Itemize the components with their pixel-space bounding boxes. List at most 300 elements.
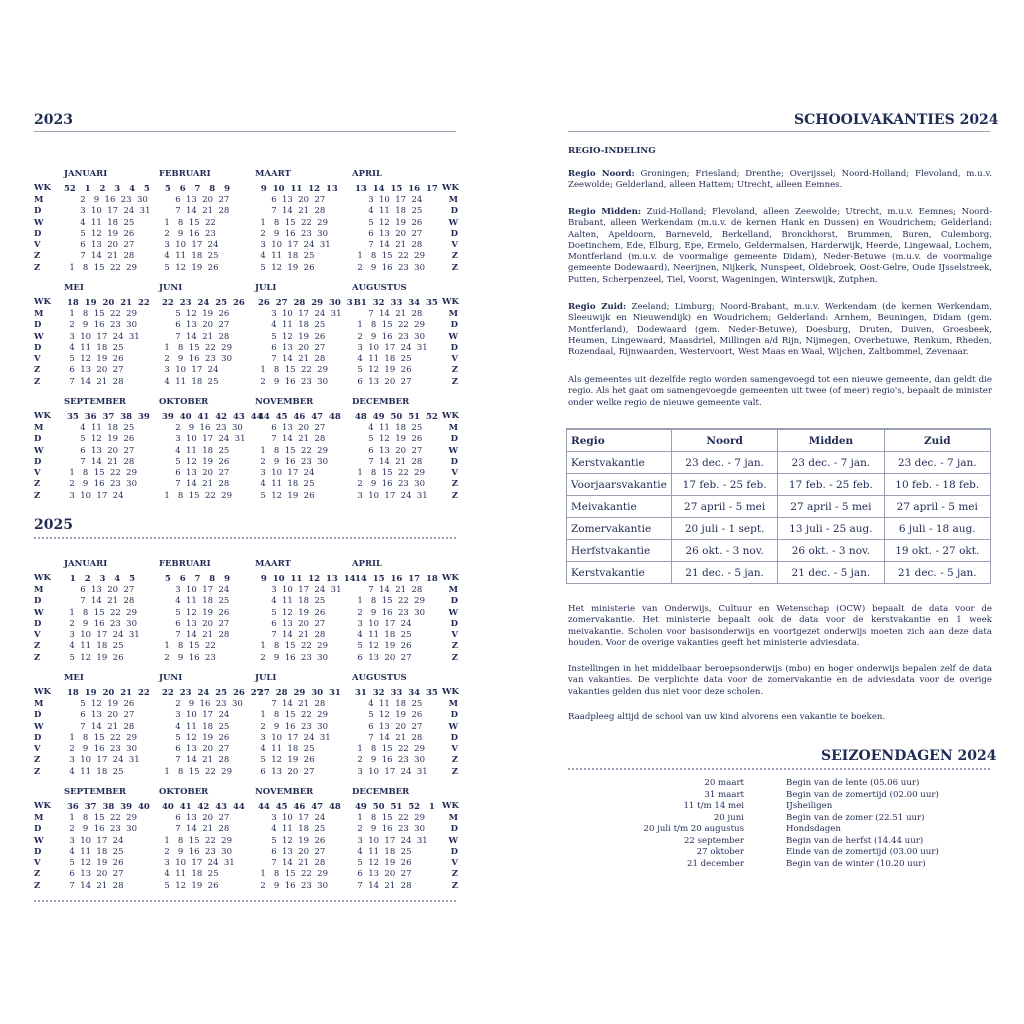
day-row: 4 11 18 25 [352,630,412,641]
week-numbers: 52 1 2 3 4 5 [64,184,150,194]
day-row: 4 11 18 25 [159,445,230,456]
weekday-label: V [34,744,41,755]
vacation-name-cell: Herfstvakantie [567,540,672,562]
weekday-label: W [448,217,458,228]
month-juni [159,673,263,778]
week-numbers: 44 45 46 47 48 [255,412,341,422]
day-row: 5 12 19 26 [255,755,315,766]
weekday-label: V [451,468,458,479]
regio-noord-paragraph [568,169,992,192]
calendar-row [34,283,459,407]
month-mei [64,673,156,778]
weekday-label: W [34,331,44,342]
month-september [64,787,156,892]
month-name: JULI [255,283,277,293]
day-row: 5 12 19 26 [255,490,315,501]
weekday-label: D [450,228,458,239]
table-row [567,496,991,518]
day-row: 4 11 18 25 [64,846,124,857]
day-row: 6 13 20 27 [64,240,135,251]
day-row: 3 10 17 24 31 [159,434,246,445]
day-row: 6 13 20 27 [255,618,326,629]
day-row: 3 10 17 24 31 [159,858,235,869]
weekday-label: Z [34,479,41,490]
day-row: 4 11 18 25 [255,479,315,490]
day-row: 4 11 18 25 [352,206,423,217]
day-row: 2 9 16 23 30 [352,755,425,766]
vacation-date-cell: 20 juli - 1 sept. [672,518,778,540]
season-description: Begin van de herfst (14.44 uur) [786,835,924,846]
day-row: 2 9 16 23 30 [64,195,148,205]
weekday-label: M [34,585,44,595]
day-row: 3 10 17 24 [159,365,219,376]
week-numbers: 1 2 3 4 5 [64,574,136,584]
season-row [568,801,992,813]
day-row: 5 12 19 26 [255,262,315,273]
vacation-date-cell: 23 dec. - 7 jan. [884,452,990,474]
month-augustus [352,283,444,388]
seizoendagen-list [568,778,992,870]
day-row: 6 13 20 27 [159,744,230,755]
year-2025-heading: 2025 [34,517,73,533]
month-februari [159,559,251,664]
weekday-label: D [450,824,458,835]
season-row [568,847,992,859]
month-name: DECEMBER [352,397,410,407]
day-row: 5 12 19 26 [159,456,230,467]
weekday-column-right [442,801,458,892]
calendar-row [34,559,459,683]
day-row: 1 8 15 22 29 [352,251,425,262]
week-numbers: 9 10 11 12 13 [255,184,338,194]
vacation-date-cell: 19 okt. - 27 okt. [884,540,990,562]
wk-label: WK [34,411,51,421]
season-row [568,859,992,871]
weekday-label: D [450,596,458,607]
weekday-label: Z [34,880,41,891]
weekday-label: Z [451,652,458,663]
day-row: 4 11 18 25 [159,721,230,732]
weekday-label: M [34,423,44,433]
day-row: 5 12 19 26 [352,434,423,445]
weekday-label: Z [34,490,41,501]
weekday-column-right [442,183,458,274]
vacation-date-cell: 17 feb. - 25 feb. [672,474,778,496]
month-november [255,397,347,502]
month-name: OKTOBER [159,397,209,407]
day-row: 4 11 18 25 [64,217,135,228]
weekday-label: V [451,630,458,641]
weekday-label: W [34,721,44,732]
day-row: 2 9 16 23 [159,652,216,663]
day-row: 4 11 18 25 [255,251,315,262]
weekday-label: Z [34,365,41,376]
month-name: JANUARI [64,559,108,569]
day-row: 1 8 15 22 29 [64,468,137,479]
weekday-label: D [34,596,42,607]
vacation-table [566,428,991,584]
day-row: 7 14 21 28 [64,596,135,607]
day-row: 7 14 21 28 [159,479,230,490]
season-date: 20 juni [713,812,744,823]
day-row: 5 12 19 26 [255,331,326,342]
weekday-label: D [450,710,458,721]
week-numbers: 48 49 50 51 52 [352,412,438,422]
wk-label: WK [442,411,459,421]
weekday-label: D [450,456,458,467]
week-numbers: 22 23 24 25 26 27 [159,688,263,698]
weekday-label: M [34,309,44,319]
weekday-label: M [448,699,458,709]
week-numbers: 18 19 20 21 22 [64,688,150,698]
day-row: 6 13 20 27 [255,195,326,205]
day-row: 3 10 17 24 31 [64,206,151,217]
day-row: 7 14 21 28 [255,206,326,217]
day-row: 1 8 15 22 29 [352,468,425,479]
day-row: 2 9 16 23 30 [352,824,425,835]
table-row [567,474,991,496]
day-row: 7 14 21 28 [255,354,326,365]
weekday-label: D [34,710,42,721]
week-numbers: 49 50 51 52 1 [352,802,435,812]
month-januari [64,169,156,274]
season-description: Begin van de zomertijd (02.00 uur) [786,789,939,800]
vacation-date-cell: 23 dec. - 7 jan. [672,452,778,474]
day-row: 7 14 21 28 [159,755,230,766]
weekday-label: M [34,195,44,205]
weekday-label: Z [34,251,41,262]
weekday-label: W [448,721,458,732]
weekday-label: M [448,309,458,319]
day-row: 4 11 18 25 [64,766,124,777]
month-maart [255,169,347,274]
day-row: 3 10 17 24 31 [255,732,331,743]
day-row: 4 11 18 25 [255,744,315,755]
day-row: 3 10 17 24 [159,240,219,251]
regio-midden-paragraph [568,207,992,286]
wk-label: WK [442,573,459,583]
weekday-label: V [34,858,41,869]
day-row: 2 9 16 23 30 [255,721,328,732]
day-row: 5 12 19 26 [255,835,326,846]
day-row: 6 13 20 27 [159,320,230,331]
day-row: 1 8 15 22 29 [64,813,137,823]
day-row: 6 13 20 27 [352,721,423,732]
calendar-row [34,787,459,911]
table-row [567,540,991,562]
day-row: 5 12 19 26 [352,217,423,228]
regio-zuid-text: Zeeland; Limburg; Noord-Brabant, m.u.v. Werkendam (de kernen Werkendam, Sleeuwijk en Nieuwendijk) en Woudrichem; Gelderland: Arnhem, Beuningen, Didam (gem. Montferland), Dodewaard (gem. Neder-Betuwe), Doesburg, Druten, Duiven, Groesbeek, Heumen, Lingewaard, Maasdriel, Millingen a/d Rijn, Nijmegen, Overbetuwe, Renkum, Rheden, Rozendaal, Rijnwaarden, Westervoort, West Maas en Waal, Wijchen, Zaltbommel, Zevenaar. [568,302,993,358]
weekday-label: M [448,813,458,823]
weekday-label: D [34,206,42,217]
week-numbers: 35 36 37 38 39 [64,412,150,422]
month-name: SEPTEMBER [64,787,126,797]
dotted-rule [34,537,456,539]
weekday-column [34,801,54,892]
weekday-label: M [34,813,44,823]
day-row: 1 8 15 22 29 [255,869,328,880]
season-date: 31 maart [704,789,744,800]
day-row: 1 8 15 22 29 [352,596,425,607]
month-september [64,397,156,502]
day-row: 2 9 16 23 30 [159,354,232,365]
table-header-row [567,429,991,452]
vacation-name-cell: Zomervakantie [567,518,672,540]
wk-label: WK [442,297,459,307]
day-row: 2 9 16 23 30 [352,607,425,618]
day-row: 3 10 17 24 31 [255,240,331,251]
day-row: 1 8 15 22 29 [352,813,425,823]
vacation-name-cell: Voorjaarsvakantie [567,474,672,496]
day-row: 2 9 16 23 30 [64,744,137,755]
vacation-date-cell: 13 juli - 25 aug. [778,518,884,540]
month-name: JUNI [159,673,183,683]
day-row: 6 13 20 27 [64,365,124,376]
weekday-label: D [450,342,458,353]
weekday-label: V [451,240,458,251]
week-numbers: 31 32 33 34 35 [352,298,438,308]
season-date: 20 maart [704,778,744,788]
day-row: 6 13 20 27 [255,766,315,777]
day-row: 3 10 17 24 [159,585,230,595]
weekday-label: W [34,607,44,618]
weekday-column [34,297,54,388]
day-row: 6 13 20 27 [159,813,230,823]
month-name: MAART [255,559,291,569]
vacation-date-cell: 21 dec. - 5 jan. [884,562,990,584]
month-juli [255,283,359,388]
week-numbers: 36 37 38 39 40 [64,802,150,812]
day-row: 7 14 21 28 [352,585,423,595]
month-name: APRIL [352,169,383,179]
day-row: 1 8 15 22 29 [159,342,232,353]
week-numbers: 5 6 7 8 9 [159,574,231,584]
weekday-label: Z [34,376,41,387]
wk-label: WK [34,183,51,193]
header-noord: Noord [672,429,778,452]
day-row: 3 10 17 24 [255,813,326,823]
week-numbers: 13 14 15 16 17 [352,184,438,194]
schoolvakanties-title: SCHOOLVAKANTIES 2024 [794,112,999,128]
day-row: 1 8 15 22 29 [159,766,232,777]
day-row: 3 10 17 24 [352,195,423,205]
day-row: 5 12 19 26 [64,699,135,709]
weekday-label: Z [451,869,458,880]
day-row: 7 14 21 28 [255,858,326,869]
weekday-label: V [451,354,458,365]
season-date: 11 t/m 14 mei [683,801,744,811]
vacation-date-cell: 21 dec. - 5 jan. [672,562,778,584]
month-januari [64,559,156,664]
wk-label: WK [34,801,51,811]
day-row: 6 13 20 27 [64,585,135,595]
month-name: AUGUSTUS [352,673,407,683]
day-row: 1 8 15 22 29 [255,641,328,652]
season-date: 27 oktober [696,847,744,857]
wk-label: WK [442,183,459,193]
weekday-label: D [34,732,42,743]
day-row: 4 11 18 25 [159,251,219,262]
day-row: 5 12 19 26 [159,880,219,891]
weekday-label: Z [451,479,458,490]
weekday-label: Z [34,766,41,777]
month-mei [64,283,156,388]
regio-midden-text: Zuid-Holland; Flevoland, alleen Zeewolde; Utrecht, m.u.v. Eemnes; Noord-Brabant, alleen Werkendam (m.u.v. de kernen Hank en Dussen) en Woudrichem; Gelderland: Aalten, Apeldoorn, Barneveld, Berkelland, Bronckhorst, Brummen, Buren, Culemborg, Doetinchem, Ede, Elburg, Epe, Ermelo, Geldermalsen, Harderwijk, Heerde, Lingewaal, Lochem, Montferland (m.u.v. de voormalige gemeente Didam), Neder-Betuwe (m.u.v. de voormalige gemeente Dodewaard), Neerijnen, Nijkerk, Nunspeet, Oldebroek, Oost-Gelre, Oude IJsselstreek, Putten, Scherpenzeel, Tiel, Voorst, Wageningen, Winterswijk, Zutphen. [568,207,992,285]
month-juli [255,673,347,778]
weekday-label: Z [34,869,41,880]
day-row: 4 11 18 25 [159,596,230,607]
vacation-name-cell: Meivakantie [567,496,672,518]
vacation-name-cell: Kerstvakantie [567,562,672,584]
weekday-label: V [34,630,41,641]
day-row: 2 9 16 23 30 [159,846,232,857]
day-row: 2 9 16 23 30 [64,618,137,629]
season-row [568,778,992,790]
wk-label: WK [34,687,51,697]
day-row: 7 14 21 28 [64,880,124,891]
table-row [567,562,991,584]
day-row: 7 14 21 28 [255,699,326,709]
day-row: 6 13 20 27 [159,195,230,205]
weekday-label: W [448,331,458,342]
wk-label: WK [442,801,459,811]
day-row: 2 9 16 23 30 [255,652,328,663]
weekday-label: Z [451,880,458,891]
weekday-label: D [450,434,458,445]
season-row [568,790,992,802]
weekday-label: D [34,342,42,353]
day-row: 3 10 17 24 31 [64,630,140,641]
month-april [352,559,444,664]
day-row: 5 12 19 26 [64,354,124,365]
header-regio: Regio [567,429,672,452]
month-name: FEBRUARI [159,559,211,569]
weekday-label: D [34,434,42,445]
day-row: 7 14 21 28 [255,434,326,445]
season-description: Hondsdagen [786,824,841,834]
header-midden: Midden [778,429,884,452]
month-name: MEI [64,283,84,293]
day-row: 4 11 18 25 [159,869,219,880]
day-row: 2 9 16 23 30 [159,699,243,709]
month-juni [159,283,251,388]
calendar-row [34,169,459,293]
wk-label: WK [34,297,51,307]
regio-zuid-label: Regio Zuid: [568,302,627,312]
weekday-label: D [34,228,42,239]
day-row: 1 8 15 22 29 [64,607,137,618]
day-row: 6 13 20 27 [255,423,326,433]
dotted-rule [568,768,990,770]
table-row [567,518,991,540]
weekday-label: Z [34,641,41,652]
day-row: 5 12 19 26 [159,262,219,273]
day-row: 6 13 20 27 [255,846,326,857]
day-row: 3 10 17 24 31 [352,342,428,353]
day-row: 3 10 17 24 31 [352,835,428,846]
calendar-row [34,673,459,797]
vacation-date-cell: 6 juli - 18 aug. [884,518,990,540]
season-row [568,836,992,848]
day-row: 1 8 15 22 29 [64,309,137,319]
weekday-label: V [34,354,41,365]
day-row: 2 9 16 23 30 [64,479,137,490]
weekday-label: Z [34,262,41,273]
day-row: 3 10 17 24 [159,710,230,721]
month-november [255,787,347,892]
weekday-label: Z [34,652,41,663]
day-row: 5 12 19 26 [255,607,326,618]
weekday-label: D [34,824,42,835]
day-row: 3 10 17 24 [64,835,124,846]
day-row: 4 11 18 25 [255,824,326,835]
day-row: 5 12 19 26 [64,652,124,663]
regio-indeling-heading: REGIO-INDELING [568,146,656,156]
week-numbers: 18 19 20 21 22 [64,298,150,308]
weekday-label: M [448,585,458,595]
day-row: 6 13 20 27 [255,342,326,353]
day-row: 3 10 17 24 31 [255,585,342,595]
day-row: 1 8 15 22 29 [159,835,232,846]
vacation-date-cell: 27 april - 5 mei [884,496,990,518]
seizoendagen-title: SEIZOENDAGEN 2024 [821,748,997,764]
day-row: 7 14 21 28 [64,376,124,387]
day-row: 7 14 21 28 [159,824,230,835]
header-rule [34,131,456,132]
regio-noord-text: Groningen; Friesland; Drenthe; Overijssel; Noord-Holland; Flevoland, m.u.v. Zeewolde; Gelderland, alleen Hattem; Utrecht, alleen Eemnes. [568,169,992,191]
season-description: Begin van de winter (10.20 uur) [786,858,926,869]
day-row: 1 8 15 22 [159,641,216,652]
day-row: 3 10 17 24 [255,468,315,479]
weekday-label: Z [451,365,458,376]
day-row: 2 9 16 23 30 [352,262,425,273]
day-row: 5 12 19 26 [159,309,230,319]
vacation-date-cell: 17 feb. - 25 feb. [778,474,884,496]
weekday-label: W [448,445,458,456]
day-row: 5 12 19 26 [352,710,423,721]
season-description: Einde van de zomertijd (03.00 uur) [786,847,939,857]
wk-label: WK [442,687,459,697]
weekday-label: Z [451,490,458,501]
vacation-date-cell: 10 feb. - 18 feb. [884,474,990,496]
day-row: 7 14 21 28 [352,456,423,467]
month-februari [159,169,251,274]
day-row: 3 10 17 24 31 [352,766,428,777]
day-row: 1 8 15 22 29 [64,262,137,273]
month-name: AUGUSTUS [352,283,407,293]
day-row: 3 10 17 24 31 [64,755,140,766]
month-oktober [159,787,251,892]
season-row [568,824,992,836]
day-row: 7 14 21 28 [64,251,135,262]
day-row: 2 9 16 23 30 [255,880,328,891]
weekday-label: Z [451,251,458,262]
month-name: MEI [64,673,84,683]
weekday-column [34,573,54,664]
weekday-label: M [448,423,458,433]
day-row: 2 9 16 23 30 [255,456,328,467]
raadpleeg-paragraph: Raadpleeg altijd de school van uw kind alvorens een vakantie te boeken. [568,712,886,722]
month-december [352,787,444,892]
regio-noord-label: Regio Noord: [568,169,635,179]
weekday-label: V [34,468,41,479]
day-row: 4 11 18 25 [352,423,423,433]
day-row: 2 9 16 23 30 [159,423,243,433]
day-row: 7 14 21 28 [159,630,230,641]
week-numbers: 22 23 24 25 26 [159,298,245,308]
day-row: 4 11 18 25 [64,641,124,652]
day-row: 4 11 18 25 [255,320,326,331]
